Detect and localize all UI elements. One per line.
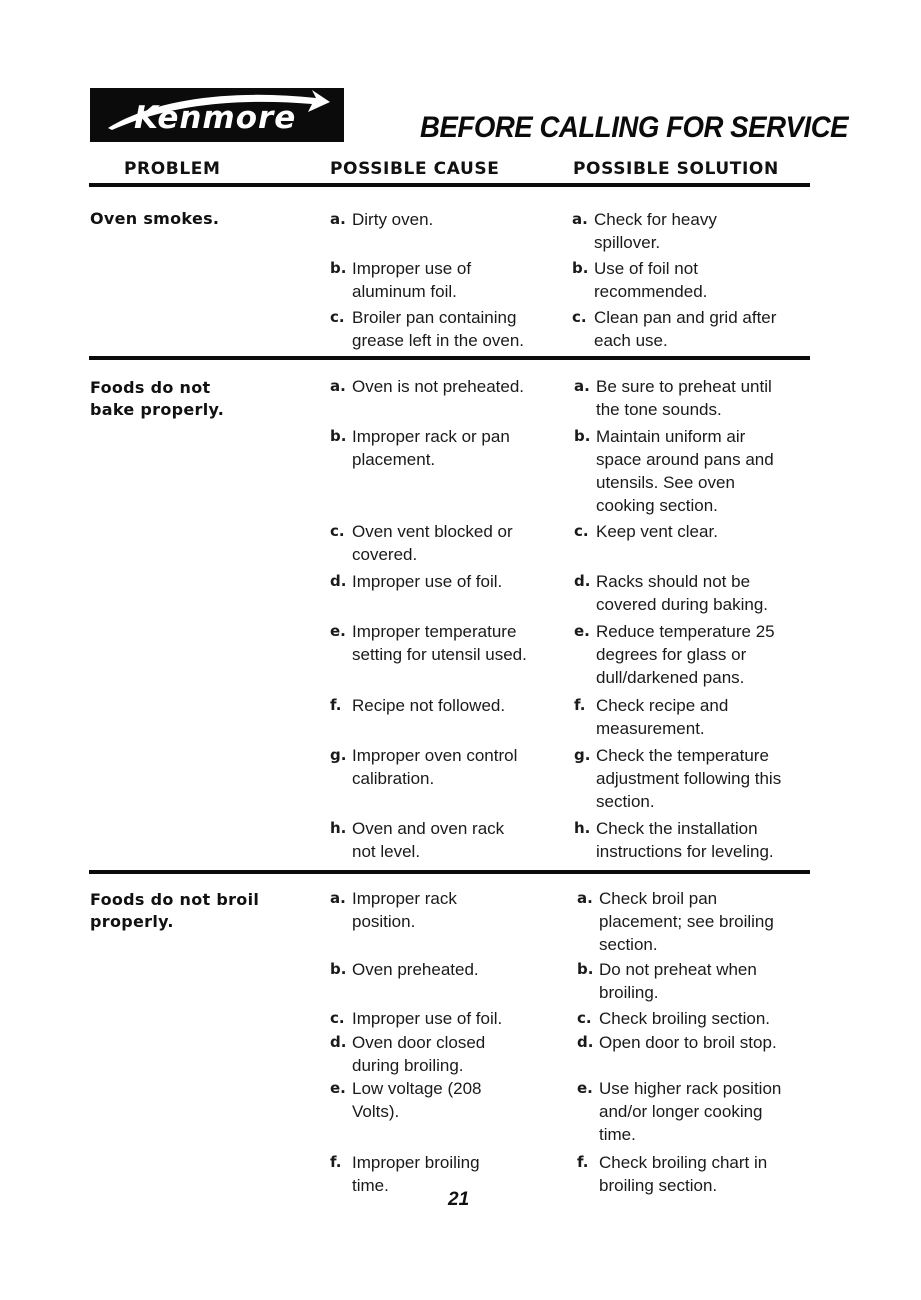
- cause-item: [330, 1031, 570, 1077]
- solution-item: [574, 425, 814, 517]
- item-letter: a.: [330, 889, 346, 907]
- item-letter: b.: [330, 960, 347, 978]
- cause-item: [330, 425, 570, 471]
- item-letter: b.: [572, 259, 589, 277]
- item-letter: c.: [330, 1009, 345, 1027]
- solution-item: [574, 375, 814, 421]
- item-letter: a.: [577, 889, 593, 907]
- solution-item: [574, 694, 814, 740]
- cause-item: [330, 208, 570, 231]
- solution-text: Check broiling chart in broiling section.: [599, 1153, 768, 1195]
- item-letter: f.: [330, 696, 342, 714]
- item-letter: b.: [577, 960, 594, 978]
- logo-text: Kenmore: [134, 100, 297, 136]
- solution-text: Clean pan and grid after each use.: [594, 308, 777, 350]
- item-letter: e.: [330, 622, 346, 640]
- solution-text: Check recipe and measurement.: [596, 696, 729, 738]
- item-letter: d.: [577, 1033, 594, 1051]
- item-letter: c.: [330, 522, 345, 540]
- solution-item: [577, 958, 817, 1004]
- section-divider: [89, 870, 810, 874]
- item-letter: d.: [330, 572, 347, 590]
- solution-text: Check the installation instructions for leveling.: [596, 819, 774, 861]
- item-letter: g.: [574, 746, 591, 764]
- cause-text: Oven door closed during broiling.: [352, 1033, 486, 1075]
- problem-label: Foods do not bake properly.: [90, 378, 225, 419]
- item-letter: b.: [574, 427, 591, 445]
- cause-text: Oven is not preheated.: [352, 377, 525, 396]
- cause-text: Oven vent blocked or covered.: [352, 522, 513, 564]
- cause-text: Improper rack or pan placement.: [352, 427, 510, 469]
- cause-item: [330, 1077, 570, 1123]
- item-letter: c.: [330, 308, 345, 326]
- cause-text: Improper rack position.: [352, 889, 457, 931]
- solution-text: Be sure to preheat until the tone sounds.: [596, 377, 772, 419]
- solution-item: [572, 208, 812, 254]
- cause-text: Improper broiling time.: [352, 1153, 480, 1195]
- cause-text: Improper oven control calibration.: [352, 746, 518, 788]
- item-letter: f.: [574, 696, 586, 714]
- problem-label: Oven smokes.: [90, 209, 220, 228]
- cause-text: Oven and oven rack not level.: [352, 819, 505, 861]
- cause-item: [330, 306, 570, 352]
- kenmore-logo: [90, 88, 344, 142]
- item-letter: a.: [574, 377, 590, 395]
- problem-label: Foods do not broil properly.: [90, 890, 260, 931]
- cause-item: [330, 620, 570, 666]
- item-letter: h.: [574, 819, 591, 837]
- cause-item: [330, 694, 570, 717]
- item-letter: f.: [577, 1153, 589, 1171]
- item-letter: c.: [574, 522, 589, 540]
- item-letter: c.: [572, 308, 587, 326]
- cause-text: Recipe not followed.: [352, 696, 506, 715]
- cause-item: [330, 1007, 570, 1030]
- cause-item: [330, 520, 570, 566]
- solution-text: Reduce temperature 25 degrees for glass or dull/darkened pans.: [596, 622, 775, 687]
- item-letter: d.: [574, 572, 591, 590]
- solution-item: [577, 1031, 817, 1054]
- cause-item: [330, 887, 570, 933]
- solution-item: [572, 306, 812, 352]
- solution-text: Use of foil not recommended.: [594, 259, 708, 301]
- solution-item: [577, 887, 817, 956]
- cause-text: Dirty oven.: [352, 210, 434, 229]
- section-divider: [89, 356, 810, 360]
- page-title: BEFORE CALLING FOR SERVICE: [420, 111, 849, 144]
- cause-item: [330, 744, 570, 790]
- solution-text: Open door to broil stop.: [599, 1033, 777, 1052]
- item-letter: e.: [330, 1079, 346, 1097]
- solution-item: [574, 570, 814, 616]
- page-number: 21: [448, 1189, 470, 1210]
- cause-item: [330, 375, 570, 398]
- item-letter: b.: [330, 427, 347, 445]
- column-heading-solution: POSSIBLE SOLUTION: [573, 159, 779, 179]
- solution-text: Racks should not be covered during baking.: [596, 572, 769, 614]
- solution-item: [577, 1151, 817, 1197]
- item-letter: g.: [330, 746, 347, 764]
- solution-item: [574, 520, 814, 543]
- cause-text: Low voltage (208 Volts).: [352, 1079, 482, 1121]
- cause-item: [330, 958, 570, 981]
- solution-text: Maintain uniform air space around pans and utensils. See oven cooking section.: [596, 427, 774, 515]
- cause-text: Improper use of foil.: [352, 1009, 503, 1028]
- cause-text: Broiler pan containing grease left in the oven.: [352, 308, 525, 350]
- cause-item: [330, 570, 570, 593]
- item-letter: b.: [330, 259, 347, 277]
- item-letter: e.: [574, 622, 590, 640]
- cause-item: [330, 817, 570, 863]
- cause-text: Improper use of aluminum foil.: [352, 259, 472, 301]
- header-divider: [89, 183, 810, 187]
- solution-item: [574, 620, 814, 689]
- item-letter: e.: [577, 1079, 593, 1097]
- item-letter: d.: [330, 1033, 347, 1051]
- item-letter: a.: [330, 377, 346, 395]
- item-letter: h.: [330, 819, 347, 837]
- solution-text: Check broiling section.: [599, 1009, 771, 1028]
- item-letter: f.: [330, 1153, 342, 1171]
- item-letter: a.: [330, 210, 346, 228]
- solution-text: Check the temperature adjustment following this section.: [596, 746, 782, 811]
- item-letter: c.: [577, 1009, 592, 1027]
- item-letter: a.: [572, 210, 588, 228]
- column-heading-cause: POSSIBLE CAUSE: [330, 159, 500, 179]
- cause-text: Improper temperature setting for utensil used.: [352, 622, 527, 664]
- solution-text: Check broil pan placement; see broiling section.: [599, 889, 774, 954]
- solution-item: [577, 1077, 817, 1146]
- solution-item: [574, 744, 814, 813]
- column-heading-problem: PROBLEM: [124, 159, 221, 179]
- solution-item: [574, 817, 814, 863]
- cause-text: Oven preheated.: [352, 960, 479, 979]
- solution-item: [577, 1007, 817, 1030]
- cause-text: Improper use of foil.: [352, 572, 503, 591]
- solution-text: Do not preheat when broiling.: [599, 960, 757, 1002]
- cause-item: [330, 257, 570, 303]
- solution-item: [572, 257, 812, 303]
- solution-text: Check for heavy spillover.: [594, 210, 717, 252]
- solution-text: Use higher rack position and/or longer cooking time.: [599, 1079, 782, 1144]
- solution-text: Keep vent clear.: [596, 522, 718, 541]
